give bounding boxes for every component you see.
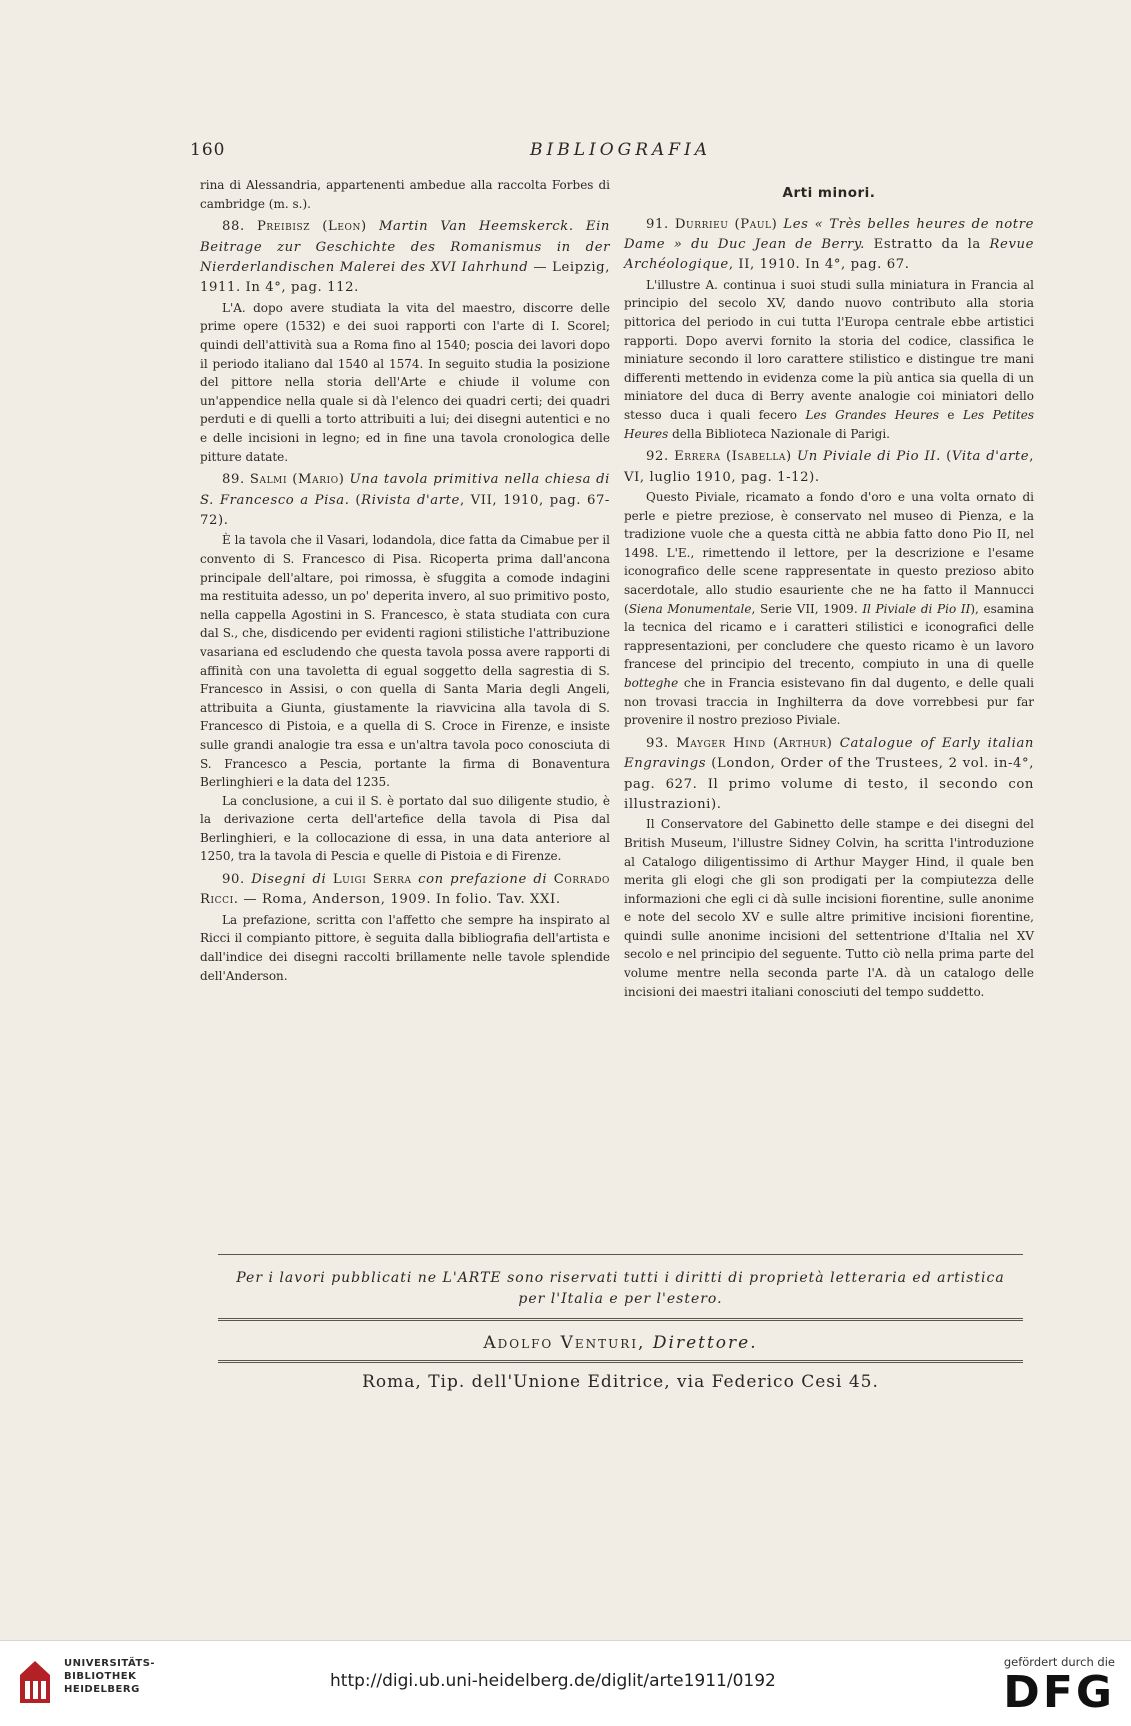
running-title: BIBLIOGRAFIA: [530, 140, 712, 160]
body-text: che in Francia esistevano fin dal dugento, e delle quali non trovasi traccia in Inghilterra da dove vorrebbesi pur far provenire il nostro prezioso Piviale.: [624, 675, 1034, 728]
body-italic: Siena Monumentale: [628, 601, 752, 616]
divider-rule: [218, 1254, 1023, 1255]
permalink-url[interactable]: http://digi.ub.uni-heidelberg.de/diglit/arte1911/0192: [330, 1671, 776, 1691]
entry-90-body: La prefazione, scritta con l'affetto che sempre ha inspirato al Ricci il compianto pittore, è seguita dalla bibliografia dell'artista e dall'indice dei disegni raccolti brillamente nelle tavole splendide dell'Anderson.: [200, 912, 610, 983]
entry-number: 88.: [222, 219, 245, 235]
running-head: [190, 140, 1030, 162]
body-italic: Les Grandes Heures: [805, 407, 939, 422]
entry-author: Luigi Serra: [332, 872, 412, 888]
body-text: L'illustre A. continua i suoi studi sulla miniatura in Francia al principio del secolo XV, dando nuovo contributo alla storia pittorica del periodo in cui tutta l'Europa centrale ebbe artistici rapporti. Dopo avervi fornito la storia del codice, classifica le miniature secondo il loro carattere stilistico e distingue tre mani differenti mettendo in evidenza come la più antica sia quella di un miniatore del duca di Berry avente analogie coi miniatori dello stesso duca i quali fecero: [624, 277, 1034, 422]
body-text: ), esamina la tecnica del ricamo e i caratteri stilistici e iconografici delle rappresentazioni, per concludere che questo ricamo è un lavoro francese del principio del trecento, compiuto in una di quelle: [624, 601, 1035, 672]
entry-89-body-1: È la tavola che il Vasari, lodandola, dice fatta da Cimabue per il convento di S. Francesco di Pisa. Ricoperta prima dall'ancona principale dell'altare, poi rimossa, è sfuggita a comode indagini ma restituita adesso, un po' deperita invero, al suo primitivo posto, nella cappella Agostini in S. Francesco, è stata studiata con cura dal S., che, disdicendo per evidenti ragioni stilistiche l'attribuzione vasariana ed escludendo che questa tavola possa avere rapporti di affinità con una tavoletta di egual soggetto della sagrestia di S. Francesco in Assisi, o con quella di Santa Maria degli Angeli, attribuita a Giunta, giustamente la riavvicina alla tavola di S. Francesco di Pistoia, e a quella di S. Croce in Firenze, e insiste sulle grandi analogie tra essa e un'altra tavola poco conosciuta di S. Francesco a Pescia, portante la firma di Bonaventura Berlinghieri e la data del 1235.: [200, 533, 610, 790]
entry-title: Martin Van Heemskerck. Ein Beitrage zur Geschichte des Romanismus in der Nierderlandischen Malerei des XVI Iahrhund: [200, 219, 610, 275]
copyright-line-1: Per i lavori pubblicati ne L'ARTE sono riservati tutti i diritti di proprietà letteraria ed artistica: [236, 1270, 1005, 1286]
entry-title: Una tavola primitiva nella chiesa di S. Francesco a Pisa.: [200, 472, 610, 508]
divider-double-rule: [218, 1318, 1023, 1321]
entry-88-body: L'A. dopo avere studiata la vita del maestro, discorre delle prime opere (1532) e dei suoi rapporti con l'arte di I. Scorel; quindi dell'attività sua a Roma fino al 1540; poscia dei lavori dopo il periodo italiano dal 1540 al 1574. In seguito studia la posizione del pittore nella storia dell'Arte e chiude il volume con un'appendice nella quale si dà l'elenco dei quadri certi; dei quadri perduti e di quelli a torto attribuiti a lui; dei disegni autentici e no e delle incisioni in legno; ed in fine una tavola cronologica delle pitture datate.: [200, 300, 610, 464]
entry-92-citation: [624, 447, 1034, 488]
right-column: [624, 176, 1034, 1001]
entry-author: Errera (Isabella): [674, 449, 792, 465]
entry-author-2: Corrado Ricci.: [200, 872, 611, 908]
library-name-line: UNIVERSITÄTS-: [64, 1658, 156, 1669]
entry-publication: — Roma, Anderson, 1909. In folio. Tav. XXI.: [238, 892, 561, 908]
entry-punct: (: [349, 492, 362, 508]
entry-91-body: [624, 276, 1034, 443]
dfg-logo-icon: DFG: [1003, 1667, 1115, 1718]
entry-number: 92.: [646, 449, 669, 465]
library-name: [64, 1657, 155, 1696]
entry-90-citation: [200, 870, 610, 911]
editor-line: [218, 1333, 1023, 1353]
section-title: Arti minori.: [782, 185, 876, 201]
entry-title: Les « Très belles heures de notre Dame » du Duc Jean de Berry.: [624, 216, 1034, 252]
library-name-line: HEIDELBERG: [64, 1684, 140, 1695]
entry-number: 89.: [222, 472, 245, 488]
body-text: Questo Piviale, ricamato a fondo d'oro e una volta ornato di perle e pietre preziose, è conservato nel museo di Pienza, e la tradizione vuole che a questa città ne abbia fatto dono Pio II, nel 1498. L'E., rimettendo il lettore, per la descrizione e l'esame iconografico delle scene rappresentate in questo prezioso abito sacerdotale, allo studio esauriente che ne ha fatto il Mannucci (: [624, 489, 1034, 616]
entry-author: Mayger Hind (Arthur): [676, 735, 833, 751]
editor-name: Adolfo Venturi,: [483, 1333, 646, 1353]
entry-number: 93.: [646, 735, 669, 751]
body-text: , Serie VII, 1909.: [751, 601, 863, 616]
entry-title-2: con prefazione di: [418, 872, 548, 888]
entry-88-citation: [200, 217, 610, 299]
paragraph-continuation: rina di Alessandria, appartenenti ambedue alla raccolta Forbes di cambridge (m. s.).: [200, 178, 610, 211]
entry-author: Preibisz (Leon): [256, 219, 367, 235]
body-italic: Il Piviale di Pio II: [862, 601, 971, 616]
entry-89-body-2: La conclusione, a cui il S. è portato dal suo diligente studio, è la derivazione certa dell'artefice della tavola di Pisa dal Berlinghieri, e la collocazione di essa, in una data anteriore al 1250, tra la tavola di Pescia e quelle di Pistoia e di Firenze.: [200, 793, 610, 864]
entry-publication: , VI, luglio 1910, pag. 1-12).: [624, 449, 1034, 485]
entry-journal: Rivista d'arte: [361, 492, 460, 508]
entry-publication: , VII, 1910, pag. 67-72).: [200, 492, 610, 528]
entry-author: Salmi (Mario): [249, 472, 345, 488]
library-name-line: BIBLIOTHEK: [64, 1671, 137, 1682]
entry-number: 90.: [222, 872, 245, 888]
entry-title: Catalogue of Early italian Engravings: [624, 735, 1034, 772]
university-library-logo-icon: [14, 1653, 56, 1709]
body-italic: Les Petites Heures: [624, 407, 1035, 441]
digitization-bar: [0, 1640, 1131, 1726]
body-text: e: [939, 407, 963, 422]
entry-title: Disegni di: [251, 872, 327, 888]
entry-93-body: Il Conservatore del Gabinetto delle stampe e dei disegni del British Museum, l'illustre Sidney Colvin, ha scritta l'introduzione al Catalogo diligentissimo di Arthur Mayger Hind, il quale ben merita gli elogi che gli son prodigati per la compiutezza delle informazioni che egli ci dà sulle incisioni fiorentine, sulle anonime e note del secolo XV e sulle altre primitive incisioni fiorentine, quindi sulle anonime incisioni del settentrione d'Italia nel XV secolo e nel principio del seguente. Tutto ciò nella prima parte del volume mentre nella seconda parte l'A. dà un catalogo delle incisioni dei maestri italiani conosciuti del tempo suddetto.: [624, 817, 1034, 999]
body-text: della Biblioteca Nazionale di Parigi.: [668, 426, 890, 441]
entry-93-citation: [624, 734, 1034, 816]
copyright-line-2: per l'Italia e per l'estero.: [518, 1291, 723, 1307]
entry-punct: (: [940, 449, 952, 465]
page-number: 160: [190, 140, 226, 160]
entry-92-body: [624, 488, 1034, 730]
entry-title: Un Piviale di Pio II.: [797, 449, 941, 465]
entry-journal: Revue Archéologique: [624, 237, 1034, 273]
entry-punct: Estratto da la: [864, 237, 990, 252]
entry-author: Durrieu (Paul): [674, 216, 778, 232]
entry-91-citation: [624, 215, 1034, 276]
editor-role: Direttore.: [652, 1333, 758, 1353]
entry-publication: , II, 1910. In 4°, pag. 67.: [728, 257, 910, 273]
copyright-notice: [218, 1268, 1023, 1310]
left-column: [200, 176, 610, 985]
entry-number: 91.: [646, 216, 669, 232]
funder-label: gefördert durch die: [1003, 1655, 1115, 1669]
printer-imprint: Roma, Tip. dell'Unione Editrice, via Federico Cesi 45.: [362, 1372, 879, 1392]
entry-publication: — Leipzig, 1911. In 4°, pag. 112.: [200, 260, 610, 296]
entry-89-citation: [200, 470, 610, 531]
entry-publication: (London, Order of the Trustees, 2 vol. in-4°, pag. 627. Il primo volume di testo, il secondo con illustrazioni).: [624, 756, 1034, 812]
entry-journal: Vita d'arte: [951, 449, 1030, 465]
body-italic: botteghe: [624, 675, 679, 690]
divider-double-rule: [218, 1360, 1023, 1363]
